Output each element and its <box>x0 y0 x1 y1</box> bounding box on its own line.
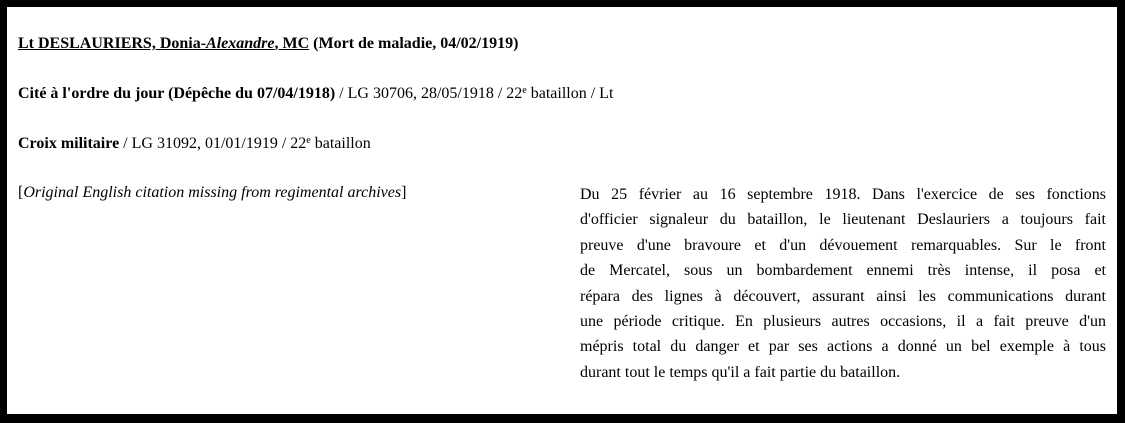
officer-heading <box>18 34 518 54</box>
mention-title: Cité à l'ordre du jour (Dépêche du 07/04/1918) <box>18 85 336 102</box>
french-citation-line: une période critique. En plusieurs autres occasions, il a fait preuve d'un <box>580 312 1106 330</box>
english-citation-text: Original English citation missing from regimental archives <box>23 184 402 201</box>
officer-name-prefix: Lt DESLAURIERS, Donia- <box>18 35 207 52</box>
mention-details-end: bataillon / Lt <box>526 85 614 102</box>
officer-name-italic: Alexandre <box>206 35 275 52</box>
french-citation-line: preuve d'une bravoure et d'un dévouement remarquables. Sur le front <box>580 236 1106 254</box>
mention-ordinal-suffix: e <box>522 85 527 96</box>
close-bracket: ] <box>401 184 407 201</box>
croix-ordinal-suffix: e <box>306 135 311 146</box>
open-bracket: [ <box>18 184 24 201</box>
french-citation <box>580 182 1106 385</box>
citation-document <box>7 7 1117 414</box>
mention-line <box>18 84 613 104</box>
croix-details: / LG 31092, 01/01/1919 / 22 <box>119 135 307 152</box>
croix-details-end: bataillon <box>310 135 371 152</box>
french-citation-line: de Mercatel, sous un bombardement ennemi très intense, il posa et <box>580 262 1106 280</box>
french-citation-line: Du 25 février au 16 septembre 1918. Dans l'exercice de ses fonctions <box>580 186 1106 203</box>
mention-details: / LG 30706, 28/05/1918 / 22 <box>335 85 523 102</box>
officer-decoration: , MC <box>274 35 310 52</box>
french-citation-line: mépris total du danger et par ses actions a donné un bel exemple à tous <box>580 338 1106 356</box>
croix-title: Croix militaire <box>18 135 120 152</box>
death-note: (Mort de maladie, 04/02/1919) <box>313 35 519 52</box>
officer-name <box>18 35 309 52</box>
english-citation <box>18 183 406 203</box>
croix-line <box>18 134 371 154</box>
french-citation-line: d'officier signaleur du bataillon, le lieutenant Deslauriers a toujours fait <box>580 211 1106 229</box>
french-citation-line: répara des lignes à découvert, assurant ainsi les communications durant <box>580 287 1106 305</box>
french-citation-line: durant tout le temps qu'il a fait partie du bataillon. <box>580 363 901 381</box>
